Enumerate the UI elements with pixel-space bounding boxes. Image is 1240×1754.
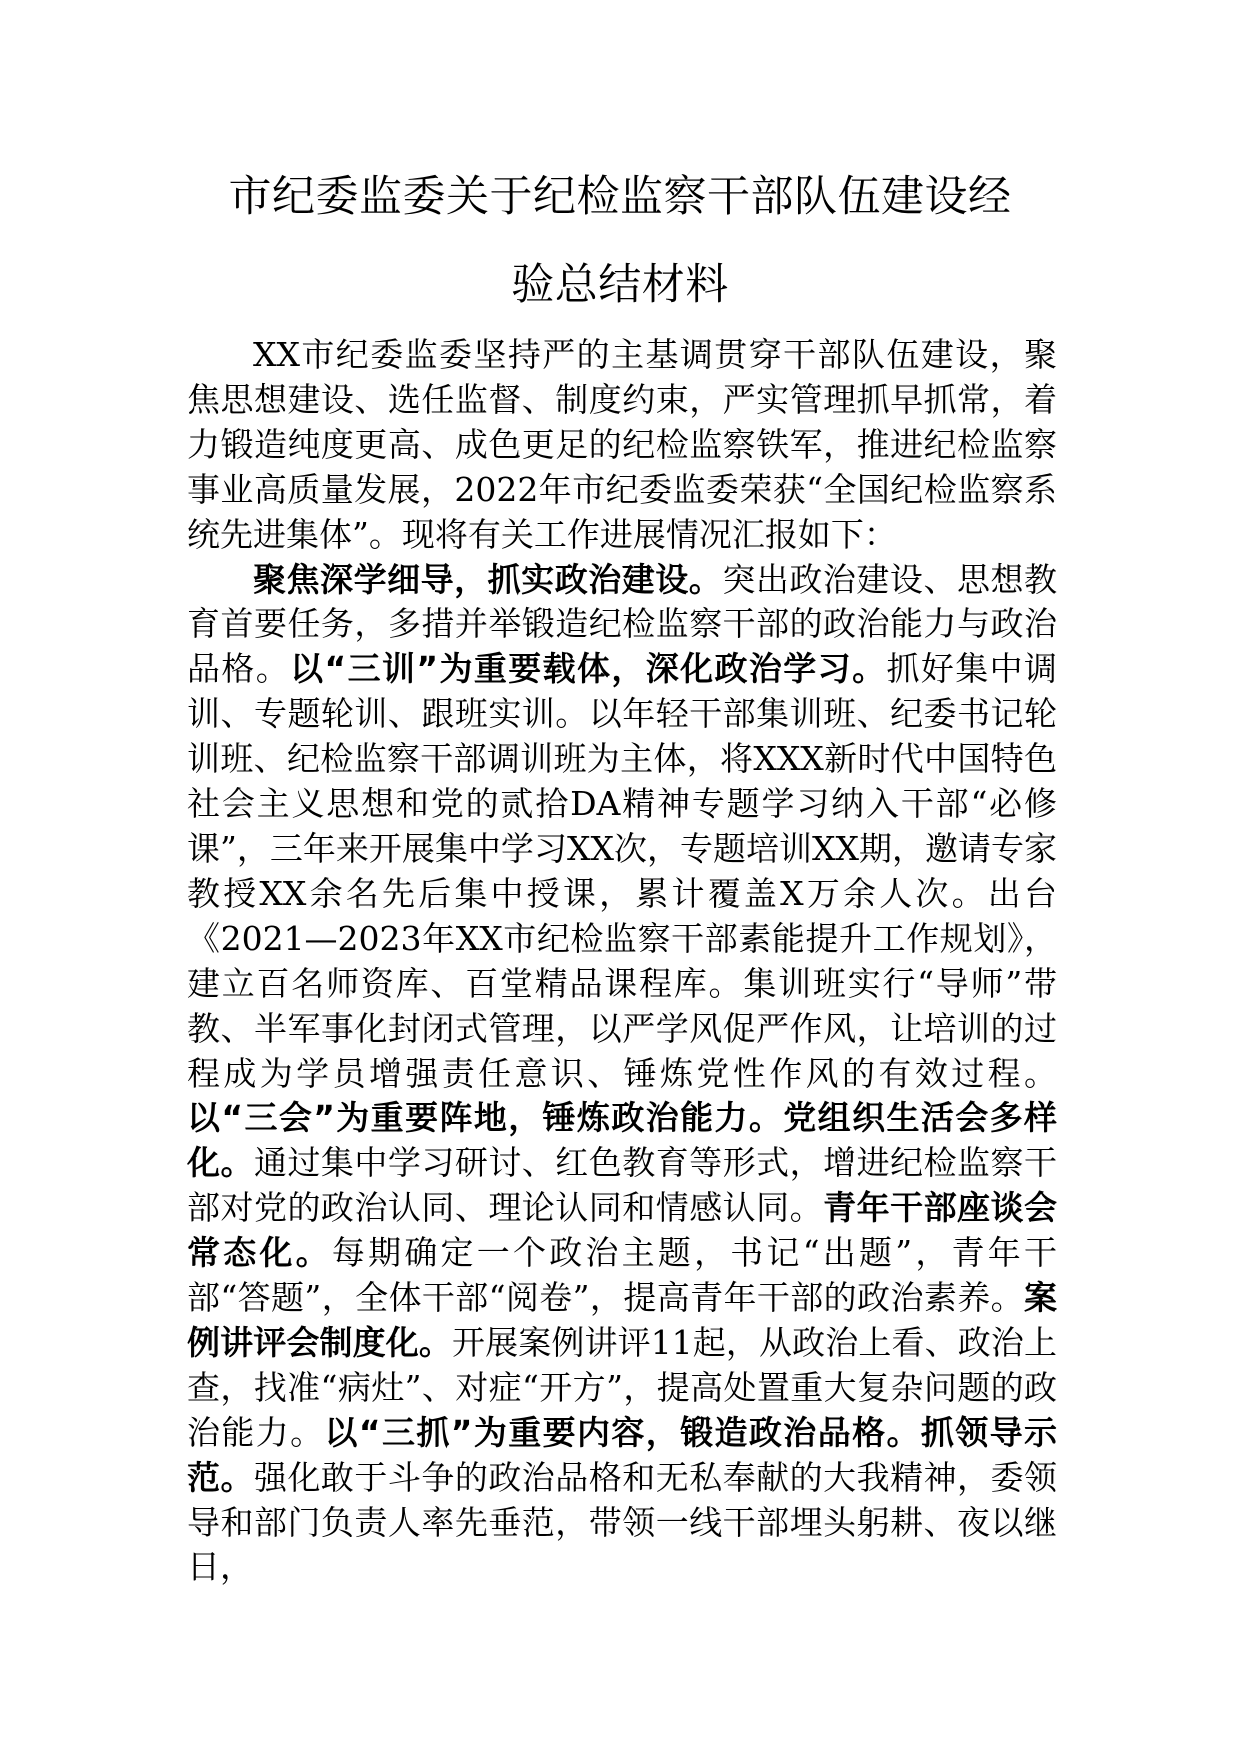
document-body [187, 333, 1057, 1590]
body-text: 每期确定一个政治主题，书记“出题”，青年干部“答题”，全体干部“阅卷”，提高青年干部的政治素养。 [187, 1233, 1057, 1318]
body-text: 抓好集中调训、专题轮训、跟班实训。以年轻干部集训班、纪委书记轮训班、纪检监察干部调训班为主体，将XXX新时代中国特色社会主义思想和党的贰拾DA精神专题学习纳入干部“必修课”，三年来开展集中学习XX次，专题培训XX期，邀请专家教授XX余名先后集中授课，累计覆盖X万余人次。出台《2021—2023年XX市纪检监察干部素能提升工作规划》，建立百名师资库、百堂精品课程库。集训班实行“导师”带教、半军事化封闭式管理，以严学风促严作风，让培训的过程成为学员增强责任意识、锤炼党性作风的有效过程。 [187, 649, 1057, 1093]
bold-heading: 以“三训”为重要载体，深化政治学习。 [290, 649, 887, 689]
bold-heading: 青年干部座谈会常态化。 [187, 1188, 1058, 1273]
bold-heading: 案例讲评会制度化。 [187, 1278, 1057, 1362]
paragraph-intro-text: XX市纪委监委坚持严的主基调贯穿干部队伍建设，聚焦思想建设、选任监督、制度约束，严实管理抓早抓常，着力锻造纯度更高、成色更足的纪检监察铁军，推进纪检监察事业高质量发展，2022年市纪委监委荣获“全国纪检监察系统先进集体”。现将有关工作进展情况汇报如下： [187, 335, 1057, 554]
body-text: 突出政治建设、思想教育首要任务，多措并举锻造纪检监察干部的政治能力与政治品格。 [187, 559, 1058, 689]
document-title-line-2: 验总结材料 [511, 260, 729, 310]
document-title-line-1: 市纪委监委关于纪检监察干部队伍建设经 [228, 172, 1012, 222]
body-text: 强化敢于斗争的政治品格和无私奉献的大我精神，委领导和部门负责人率先垂范，带领一线干部埋头躬耕、夜以继日， [187, 1457, 1058, 1587]
body-text: 开展案例讲评11起，从政治上看、政治上查，找准“病灶”、对症“开方”，提高处置重大复杂问题的政治能力。 [187, 1322, 1057, 1452]
bold-heading: 聚焦深学细导，抓实政治建设。 [253, 559, 723, 599]
body-text: 通过集中学习研讨、红色教育等形式，增进纪检监察干部对党的政治认同、理论认同和情感认同。 [187, 1143, 1058, 1228]
paragraph-political-building [187, 558, 1057, 1591]
bold-heading: 以“三会”为重要阵地，锤炼政治能力。党组织生活会多样化。 [187, 1098, 1057, 1183]
bold-heading: 以“三抓”为重要内容，锻造政治品格。抓领导示范。 [187, 1412, 1057, 1497]
paragraph-intro [187, 333, 1057, 558]
